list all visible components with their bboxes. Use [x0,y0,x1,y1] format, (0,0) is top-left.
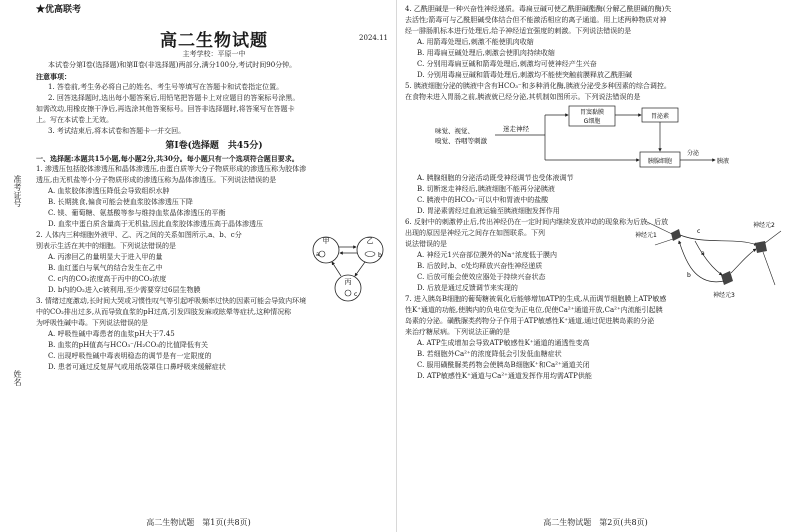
instruction-line: 上。写在本试卷上无效。 [36,116,113,124]
label-jia: 甲 [322,237,330,245]
option-a: A. ATP生成增加会导致ATP敏感性K⁺通道的通透性变高 [417,339,590,347]
option-c: C. 出现呼吸性碱中毒表明稳态的调节是有一定限度的 [48,352,212,360]
pancreas-cell-label: 胰腺细胞 [647,158,673,165]
question-5 [405,81,785,217]
question-stem: 岛素的分泌。磺酰脲类药物分子作用于ATP敏感性K⁺通道,通过促进胰岛素的分泌 [405,317,655,325]
option-a: A. 胰腺细胞的分泌活动既受神经调节也受体液调节 [417,174,574,182]
question-stem: 别表示生活在其中的细胞。下列说法错误的是 [36,242,176,250]
option-d: D. ATP敏感性K⁺通道与Ca²⁺通道发挥作用均需ATP供能 [417,372,592,380]
page-1-content [36,4,392,373]
option-d: D. 血浆中蛋白质含量高于无机盐,因此血浆胶体渗透压高于晶体渗透压 [48,220,264,228]
label-a: a [316,251,320,258]
option-c: C. 胰液中的HCO₃⁻可以中和胃液中的盐酸 [417,196,549,204]
option-b: B. 后放时,b、c处均释放兴奋性神经递质 [417,262,543,270]
option-a: A. 神经元1兴奋部位膜外的Na⁺浓度低于膜内 [417,251,557,259]
instruction-line: 3. 考试结束后,将本试卷和答题卡一并交回。 [48,127,186,135]
option-d: D. 胃泌素需经过血液运输至胰液细胞发挥作用 [417,207,560,215]
label-b: b [378,252,382,259]
question-stem: 6. 反射中的刺激停止后,传出神经仍在一定时间内继续发放冲动的现象称为后放。后放 [405,218,669,226]
page-2-content [405,4,785,382]
instruction-line: 如需改动,用橡皮擦干净后,再选涂其他答案标号。回答非选择题时,将答案写在答题卡 [36,105,295,113]
option-a: A. 丙渗回乙的量明显大于进入甲的量 [48,253,163,261]
option-b: B. 长期挑食,偏食可能会使血浆胶体渗透压下降 [48,198,193,206]
instruction-line: 1. 答卷前,考生务必将自己的姓名、考生号等填写在答题卡和试卷指定位置。 [48,83,284,91]
binding-margin [0,0,32,532]
secrete-label: 分泌 [687,150,700,157]
option-a: A. 呼吸性碱中毒患者的血浆pH大于7.45 [48,330,175,338]
question-stem: 出现的原因是神经元之间存在如图联系。下列 [405,229,545,237]
option-d: D. 患者可通过反复屏气或用纸袋罩住口鼻呼吸来缓解症状 [48,363,226,371]
vagus-nerve-label: 迷走神经 [503,125,529,133]
question-stem: 1. 渗透压包括胶体渗透压和晶体渗透压,由蛋白质等大分子物质形成的渗透压称为胶体渗 [36,165,307,173]
instruction-line: 本试卷分第Ⅰ卷(选择题)和第Ⅱ卷(非选择题)两部分,满分100分,考试时间90分钟。 [48,61,297,69]
exam-id-label: 准考证号 [13,175,22,207]
brand-label: ★优高联考 [36,5,82,15]
option-c: C. 后放可能会使效应器处于持续兴奋状态 [417,273,546,281]
neuron-3-label: 神经元3 [713,292,735,299]
question-stem: 中的CO₂排出过多,从而导致血浆的pH过高,引发四肢发麻或眩晕等症状,这种情况称 [36,308,292,316]
stimulus-text: 味觉、视觉、 [435,127,474,135]
pancreatic-juice-label: 胰液 [717,158,730,165]
fluid-relationship-diagram [308,230,388,306]
synapse-a-label: a [701,250,705,257]
question-stem: 说法错误的是 [405,240,447,248]
question-7 [405,294,785,382]
option-b: B. 切断迷走神经后,胰液细胞不能再分泌胰液 [417,185,555,193]
exam-page-2 [397,0,794,532]
exam-title: 高二生物试题 [160,31,268,51]
question-stem: 7. 进入胰岛B细胞的葡萄糖被氧化后能够增加ATP的生成,从而调节细胞膜上ATP敏感 [405,295,667,303]
instruction-line: 2. 回答选择题时,选出每小题答案后,用铅笔把答题卡上对应题目的答案标号涂黑。 [48,94,300,102]
page-footer: 高二生物试题 第2页(共8页) [543,518,648,527]
instruction-heading: 注意事项： [36,72,71,81]
option-c: C. 镁、葡萄糖、氨基酸等参与维持血浆晶体渗透压的平衡 [48,209,226,217]
option-c: C. c内的CO₂浓度高于丙中的CO₂浓度 [48,275,167,283]
option-c: C. 分别用毒扁豆碱和箭毒处理后,刺激均可使神经产生兴奋 [417,60,597,68]
synapse-c-label: c [697,228,701,235]
question-stem: 4. 乙酰胆碱是一种兴奋性神经递质。毒扁豆碱可使乙酰胆碱酯酶(分解乙酰胆碱的酶)失 [405,5,672,13]
label-c: c [354,291,358,298]
question-1 [36,164,392,230]
question-stem: 来治疗糖尿病。下列说法正确的是 [405,328,510,336]
label-yi: 乙 [366,237,374,245]
question-stem: 2. 人体内三种细胞外液甲、乙、丙之间的关系如图所示,a、b、c分 [36,231,242,239]
question-3 [36,296,392,373]
neuron-1-label: 神经元1 [635,232,657,239]
option-d: D. b内的O₂进入c被利用,至少需要穿过6层生物膜 [48,286,201,294]
label-bing: 丙 [344,278,352,286]
option-a: A. 血浆胶体渗透压降低会导致组织水肿 [48,187,170,195]
part-heading: 一、选择题:本题共15小题,每小题2分,共30分。每小题只有一个选项符合题目要求。 [36,154,299,163]
stimulus-text: 嗅觉、吞咽等刺激 [435,137,487,145]
option-d: D. 后放是通过反馈调节来实现的 [417,284,518,292]
g-cell-label: G细胞 [583,118,601,125]
name-label: 姓名 [13,370,22,386]
question-stem: 透压,由无机盐等小分子物质形成的渗透压称为晶体渗透压。下列说法错误的是 [36,176,277,184]
option-d: D. 分别用毒扁豆碱和箭毒处理后,刺激均不能使突触前膜释放乙酰胆碱 [417,71,633,79]
option-c: C. 服用磺酰脲类药物会使胰岛B细胞K⁺和Ca²⁺通道关闭 [417,361,590,369]
page-footer: 高二生物试题 第1页(共8页) [146,518,251,527]
option-b: B. 用毒扁豆碱处理后,刺激会使肌肉持续收缩 [417,49,555,57]
option-a: A. 用箭毒处理后,刺激不能使肌肉收缩 [417,38,534,46]
question-stem: 3. 情绪过度激动,长时间大哭或习惯性叹气等引起呼吸频率过快的因素可能会导致内环境 [36,297,307,305]
question-2 [36,230,392,296]
pancreas-regulation-diagram [433,105,753,171]
host-school: 主考学校：平原一中 [182,50,246,58]
question-stem: 经一腓肠肌标本进行处理后,给予神经适宜强度的刺激。下列说法错误的是 [405,27,632,35]
question-stem: 去活性;箭毒可与乙酰胆碱受体结合但不能激活相应的离子通道。用上述两种物质对神 [405,16,667,24]
option-b: B. 血红蛋白与氧气的结合发生在乙中 [48,264,163,272]
gastrin-label: 胃泌素 [650,113,670,120]
exam-date: 2024.11 [359,34,388,42]
question-stem: 5. 胰液细胞分泌的胰液中含有HCO₃⁻和多种消化酶,胰液分泌受多种因素的综合调控。 [405,82,671,90]
option-b: B. 若细胞外Ca²⁺的浓度降低会引发低血糖症状 [417,350,562,358]
instructions [36,60,392,137]
gastric-mucosa-label: 胃窦黏膜 [579,109,605,116]
neuron-circuit-diagram [635,215,785,301]
question-stem: 性K⁺通道的功能,使胰内的负电位变为正电位,促使Ca²⁺通道开放,Ca²⁺内流能引起胰 [405,306,663,314]
synapse-b-label: b [687,272,691,279]
question-4 [405,4,785,81]
neuron-2-label: 神经元2 [753,222,775,229]
question-stem: 为呼吸性碱中毒。下列说法错误的是 [36,319,148,327]
section-heading: 第Ⅰ卷(选择题 共45分) [165,141,263,151]
question-stem: 在食物未进入胃肠之前,胰液就已经分泌,其机制如图所示。下列说法错误的是 [405,93,641,101]
option-b: B. 血浆的pH值高与HCO₃⁻/H₂CO₃的比值降低有关 [48,341,209,349]
